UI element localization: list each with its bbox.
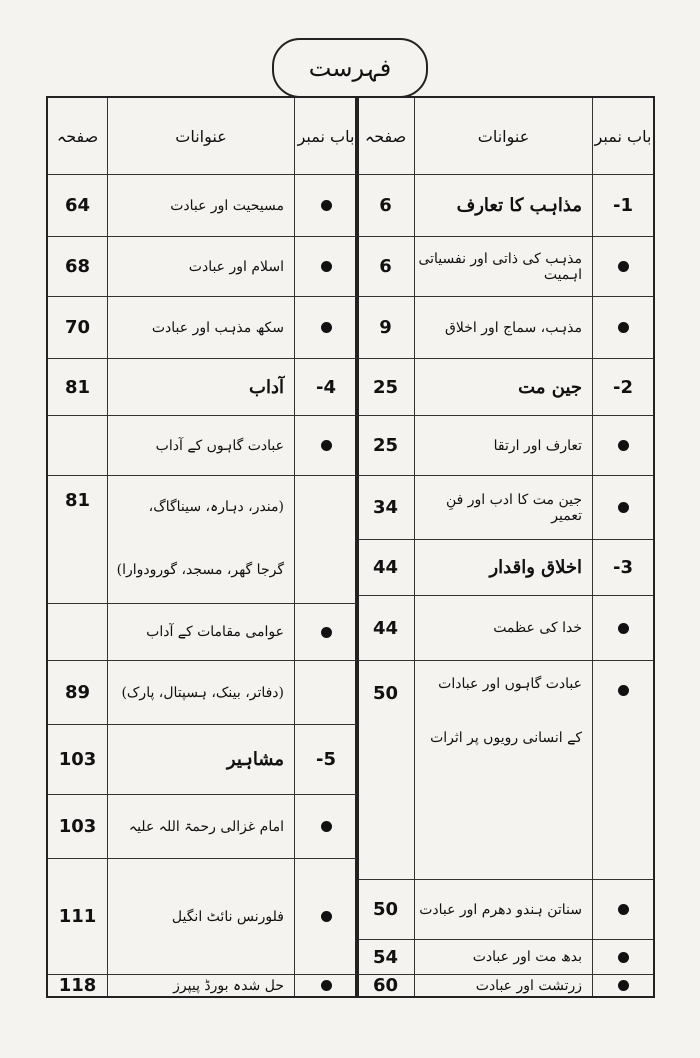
bullet-cell bbox=[593, 237, 653, 297]
topic-line: (مندر، دہارہ، سیناگاگ، bbox=[148, 498, 284, 515]
page-number: 50 bbox=[357, 661, 415, 880]
page-number: 50 bbox=[357, 880, 415, 940]
page-number: 103 bbox=[48, 725, 108, 795]
bullet-cell bbox=[295, 175, 357, 237]
chapter-number: -1 bbox=[593, 175, 653, 237]
bullet-cell bbox=[593, 476, 653, 540]
bullet-icon bbox=[321, 200, 332, 211]
page-number: 111 bbox=[48, 859, 108, 975]
page-number: 103 bbox=[48, 795, 108, 859]
page-number: 9 bbox=[357, 297, 415, 359]
topic-entry: جین مت کا ادب اور فنِ تعمیر bbox=[415, 476, 593, 540]
bullet-icon bbox=[618, 440, 629, 451]
topic-entry: مذہب، سماج اور اخلاق bbox=[415, 297, 593, 359]
bullet-cell bbox=[295, 859, 357, 975]
page-number: 44 bbox=[357, 596, 415, 661]
bullet-cell bbox=[295, 604, 357, 661]
topic-entry-multiline bbox=[108, 476, 295, 604]
topic-entry-multiline bbox=[415, 661, 593, 880]
bullet-cell bbox=[593, 596, 653, 661]
chapter-title: مذاہب کا تعارف bbox=[415, 175, 593, 237]
bullet-cell bbox=[295, 297, 357, 359]
bullet-cell bbox=[295, 416, 357, 476]
bullet-cell bbox=[593, 975, 653, 996]
page-number: 44 bbox=[357, 540, 415, 596]
topic-entry: سکھ مذہب اور عبادت bbox=[108, 297, 295, 359]
bullet-icon bbox=[618, 980, 629, 991]
topic-entry: حل شدہ بورڈ پیپرز bbox=[108, 975, 295, 996]
header-chapter-no: باب نمبر bbox=[593, 98, 653, 175]
bullet-icon bbox=[321, 911, 332, 922]
bullet-icon bbox=[321, 821, 332, 832]
page-title: فہرست bbox=[272, 38, 428, 98]
topic-entry: سناتن ہندو دھرم اور عبادت bbox=[415, 880, 593, 940]
chapter-title: آداب bbox=[108, 359, 295, 416]
page-number bbox=[48, 604, 108, 661]
page-number: 64 bbox=[48, 175, 108, 237]
page-number: 70 bbox=[48, 297, 108, 359]
bullet-icon bbox=[618, 623, 629, 634]
bullet-cell bbox=[593, 297, 653, 359]
topic-entry: خدا کی عظمت bbox=[415, 596, 593, 661]
header-topics: عنوانات bbox=[415, 98, 593, 175]
chapter-number: -5 bbox=[295, 725, 357, 795]
topic-entry: مسیحیت اور عبادت bbox=[108, 175, 295, 237]
topic-entry: مذہب کی ذاتی اور نفسیاتی اہمیت bbox=[415, 237, 593, 297]
page-number: 81 bbox=[48, 476, 108, 604]
page-number bbox=[48, 416, 108, 476]
chapter-number: -2 bbox=[593, 359, 653, 416]
topic-entry: امام غزالی رحمۃ اللہ علیہ bbox=[108, 795, 295, 859]
page-number: 60 bbox=[357, 975, 415, 996]
chapter-number: -3 bbox=[593, 540, 653, 596]
bullet-cell bbox=[295, 237, 357, 297]
toc-table-left bbox=[46, 96, 359, 998]
page-number: 118 bbox=[48, 975, 108, 996]
bullet-icon bbox=[618, 952, 629, 963]
bullet-icon bbox=[618, 904, 629, 915]
page-number: 6 bbox=[357, 237, 415, 297]
toc-table-right bbox=[355, 96, 655, 998]
chapter-title: اخلاق واقدار bbox=[415, 540, 593, 596]
bullet-icon bbox=[321, 440, 332, 451]
empty-cell bbox=[295, 476, 357, 604]
chapter-title: جین مت bbox=[415, 359, 593, 416]
bullet-icon bbox=[618, 502, 629, 513]
topic-entry: عبادت گاہوں کے آداب bbox=[108, 416, 295, 476]
chapter-title: مشاہیر bbox=[108, 725, 295, 795]
bullet-icon bbox=[321, 322, 332, 333]
bullet-icon bbox=[321, 980, 332, 991]
bullet-icon bbox=[321, 627, 332, 638]
topic-entry: بدھ مت اور عبادت bbox=[415, 940, 593, 975]
chapter-number: -4 bbox=[295, 359, 357, 416]
bullet-cell bbox=[295, 975, 357, 996]
bullet-cell bbox=[593, 880, 653, 940]
topic-entry: اسلام اور عبادت bbox=[108, 237, 295, 297]
page-number: 25 bbox=[357, 359, 415, 416]
bullet-icon bbox=[618, 322, 629, 333]
page-number: 54 bbox=[357, 940, 415, 975]
page-number: 81 bbox=[48, 359, 108, 416]
page-number: 25 bbox=[357, 416, 415, 476]
header-topics: عنوانات bbox=[108, 98, 295, 175]
topic-entry: فلورنس نائٹ انگیل bbox=[108, 859, 295, 975]
topic-line: گرجا گھر، مسجد، گورودوارا) bbox=[116, 562, 284, 579]
header-page: صفحہ bbox=[48, 98, 108, 175]
bullet-cell bbox=[593, 940, 653, 975]
topic-entry: عوامی مقامات کے آداب bbox=[108, 604, 295, 661]
topic-line: کے انسانی رویوں پر اثرات bbox=[430, 729, 582, 746]
bullet-cell bbox=[593, 661, 653, 880]
bullet-icon bbox=[321, 261, 332, 272]
topic-entry: تعارف اور ارتقا bbox=[415, 416, 593, 476]
header-chapter-no: باب نمبر bbox=[295, 98, 357, 175]
page-number: 6 bbox=[357, 175, 415, 237]
page-number: 34 bbox=[357, 476, 415, 540]
topic-line: عبادت گاہوں اور عبادات bbox=[438, 676, 582, 692]
empty-cell bbox=[295, 661, 357, 725]
bullet-icon bbox=[618, 685, 629, 696]
page-number: 68 bbox=[48, 237, 108, 297]
bullet-cell bbox=[295, 795, 357, 859]
bullet-cell bbox=[593, 416, 653, 476]
topic-entry: زرتشت اور عبادت bbox=[415, 975, 593, 996]
page-number: 89 bbox=[48, 661, 108, 725]
header-page: صفحہ bbox=[357, 98, 415, 175]
topic-entry: (دفاتر، بینک، ہسپتال، پارک) bbox=[108, 661, 295, 725]
bullet-icon bbox=[618, 261, 629, 272]
